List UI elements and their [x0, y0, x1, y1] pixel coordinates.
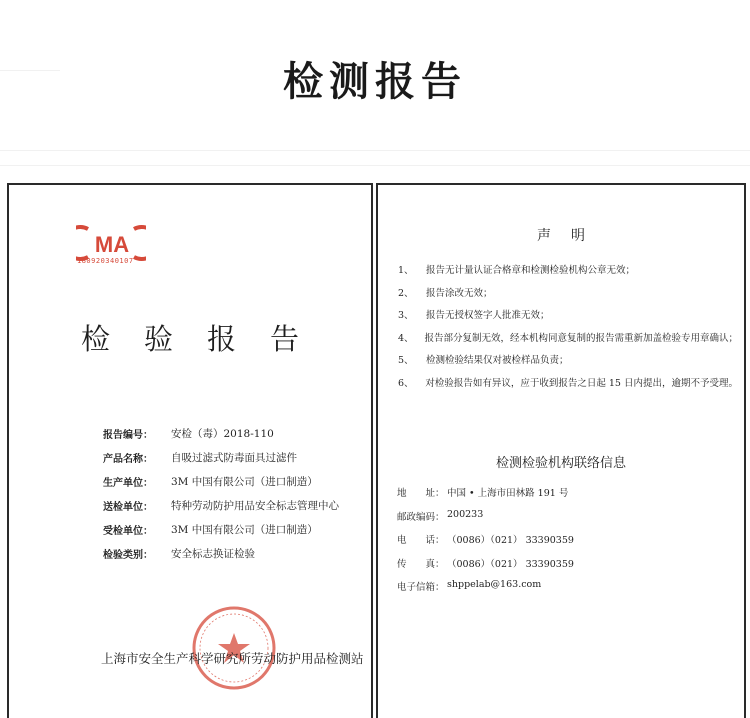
- declaration-item: [398, 330, 738, 353]
- report-info-row: [103, 498, 373, 522]
- contact-value: 中国 • 上海市田林路 191 号: [447, 488, 569, 499]
- report-info-row: [103, 522, 373, 546]
- report-info-row: [103, 474, 373, 498]
- contact-value: 200233: [447, 508, 484, 520]
- official-seal-icon: [189, 603, 279, 693]
- report-info-label: 报告编号：: [103, 430, 153, 441]
- contact-title: 检测检验机构联络信息: [495, 456, 626, 471]
- report-info-value: 安全标志换证检验: [171, 548, 255, 560]
- declaration-item: [398, 307, 738, 330]
- report-info-value: 自吸过滤式防毒面具过滤件: [171, 452, 297, 464]
- report-info-row: [103, 546, 373, 570]
- contact-value: （0086）（021） 33390359: [447, 558, 574, 570]
- report-info-row: [103, 450, 373, 474]
- decorative-line: [0, 150, 750, 151]
- report-info-label: 受检单位：: [103, 526, 153, 537]
- report-info-value: 安检（毒）2018-110: [171, 428, 274, 440]
- declaration-item: [398, 262, 738, 285]
- report-info-list: [103, 426, 373, 570]
- page-title: 检测报告: [283, 59, 467, 105]
- report-info-value: 3M 中国有限公司（进口制造）: [171, 524, 318, 536]
- cma-code: 180920340107: [77, 257, 134, 265]
- contact-label: 地 址：: [397, 488, 445, 499]
- declaration-text: 检测检验结果仅对被检样品负责；: [426, 355, 569, 367]
- declaration-list: [398, 262, 738, 398]
- declaration-number: 2、: [398, 287, 414, 299]
- contact-value: shppelab@163.com: [447, 579, 542, 591]
- declaration-item: [398, 352, 738, 375]
- report-info-label: 检验类别：: [103, 550, 153, 561]
- contact-label: 电 话：: [397, 535, 445, 547]
- report-info-row: [103, 426, 373, 450]
- report-cover-page: [7, 183, 373, 718]
- declaration-text: 对检验报告如有异议，应于收到报告之日起 15 日内提出，逾期不予受理。: [425, 377, 738, 389]
- declaration-text: 报告涂改无效；: [426, 287, 493, 299]
- report-info-value: 3M 中国有限公司（进口制造）: [171, 476, 318, 488]
- header-band: [0, 0, 750, 180]
- declaration-number: 1、: [398, 265, 414, 276]
- declaration-item: [398, 285, 738, 308]
- contact-label: 邮政编码：: [397, 511, 445, 523]
- declaration-item: [398, 375, 738, 398]
- declaration-number: 3、: [398, 310, 414, 322]
- report-info-label: 产品名称：: [103, 454, 153, 465]
- declaration-number: 5、: [398, 355, 414, 367]
- declaration-text: 报告部分复制无效，经本机构同意复制的报告需重新加盖检验专用章确认；: [424, 332, 738, 344]
- contact-list: [397, 485, 737, 603]
- report-title: 检验报告: [80, 322, 333, 356]
- organization-name: 上海市安全生产科学研究所劳动防护用品检测站: [101, 651, 364, 666]
- declaration-title: 声明: [537, 228, 605, 244]
- decorative-line: [0, 165, 750, 166]
- contact-row: [397, 556, 737, 580]
- contact-value: （0086）（021） 33390359: [447, 535, 574, 547]
- report-info-value: 特种劳动防护用品安全标志管理中心: [171, 500, 339, 512]
- contact-label: 电子信箱：: [397, 582, 445, 594]
- declaration-number: 4、: [398, 332, 414, 344]
- declaration-text: 报告无授权签字人批准无效；: [426, 310, 550, 322]
- contact-row: [397, 579, 737, 603]
- report-info-label: 生产单位：: [103, 478, 153, 489]
- contact-row: [397, 485, 737, 509]
- declaration-number: 6、: [398, 377, 414, 389]
- declaration-text: 报告无计量认证合格章和检测检验机构公章无效；: [426, 265, 636, 276]
- declaration-page: [376, 183, 746, 718]
- contact-row: [397, 509, 737, 533]
- contact-label: 传 真：: [397, 558, 445, 570]
- report-info-label: 送检单位：: [103, 502, 153, 513]
- contact-row: [397, 532, 737, 556]
- cma-logo-text: MA: [94, 232, 130, 257]
